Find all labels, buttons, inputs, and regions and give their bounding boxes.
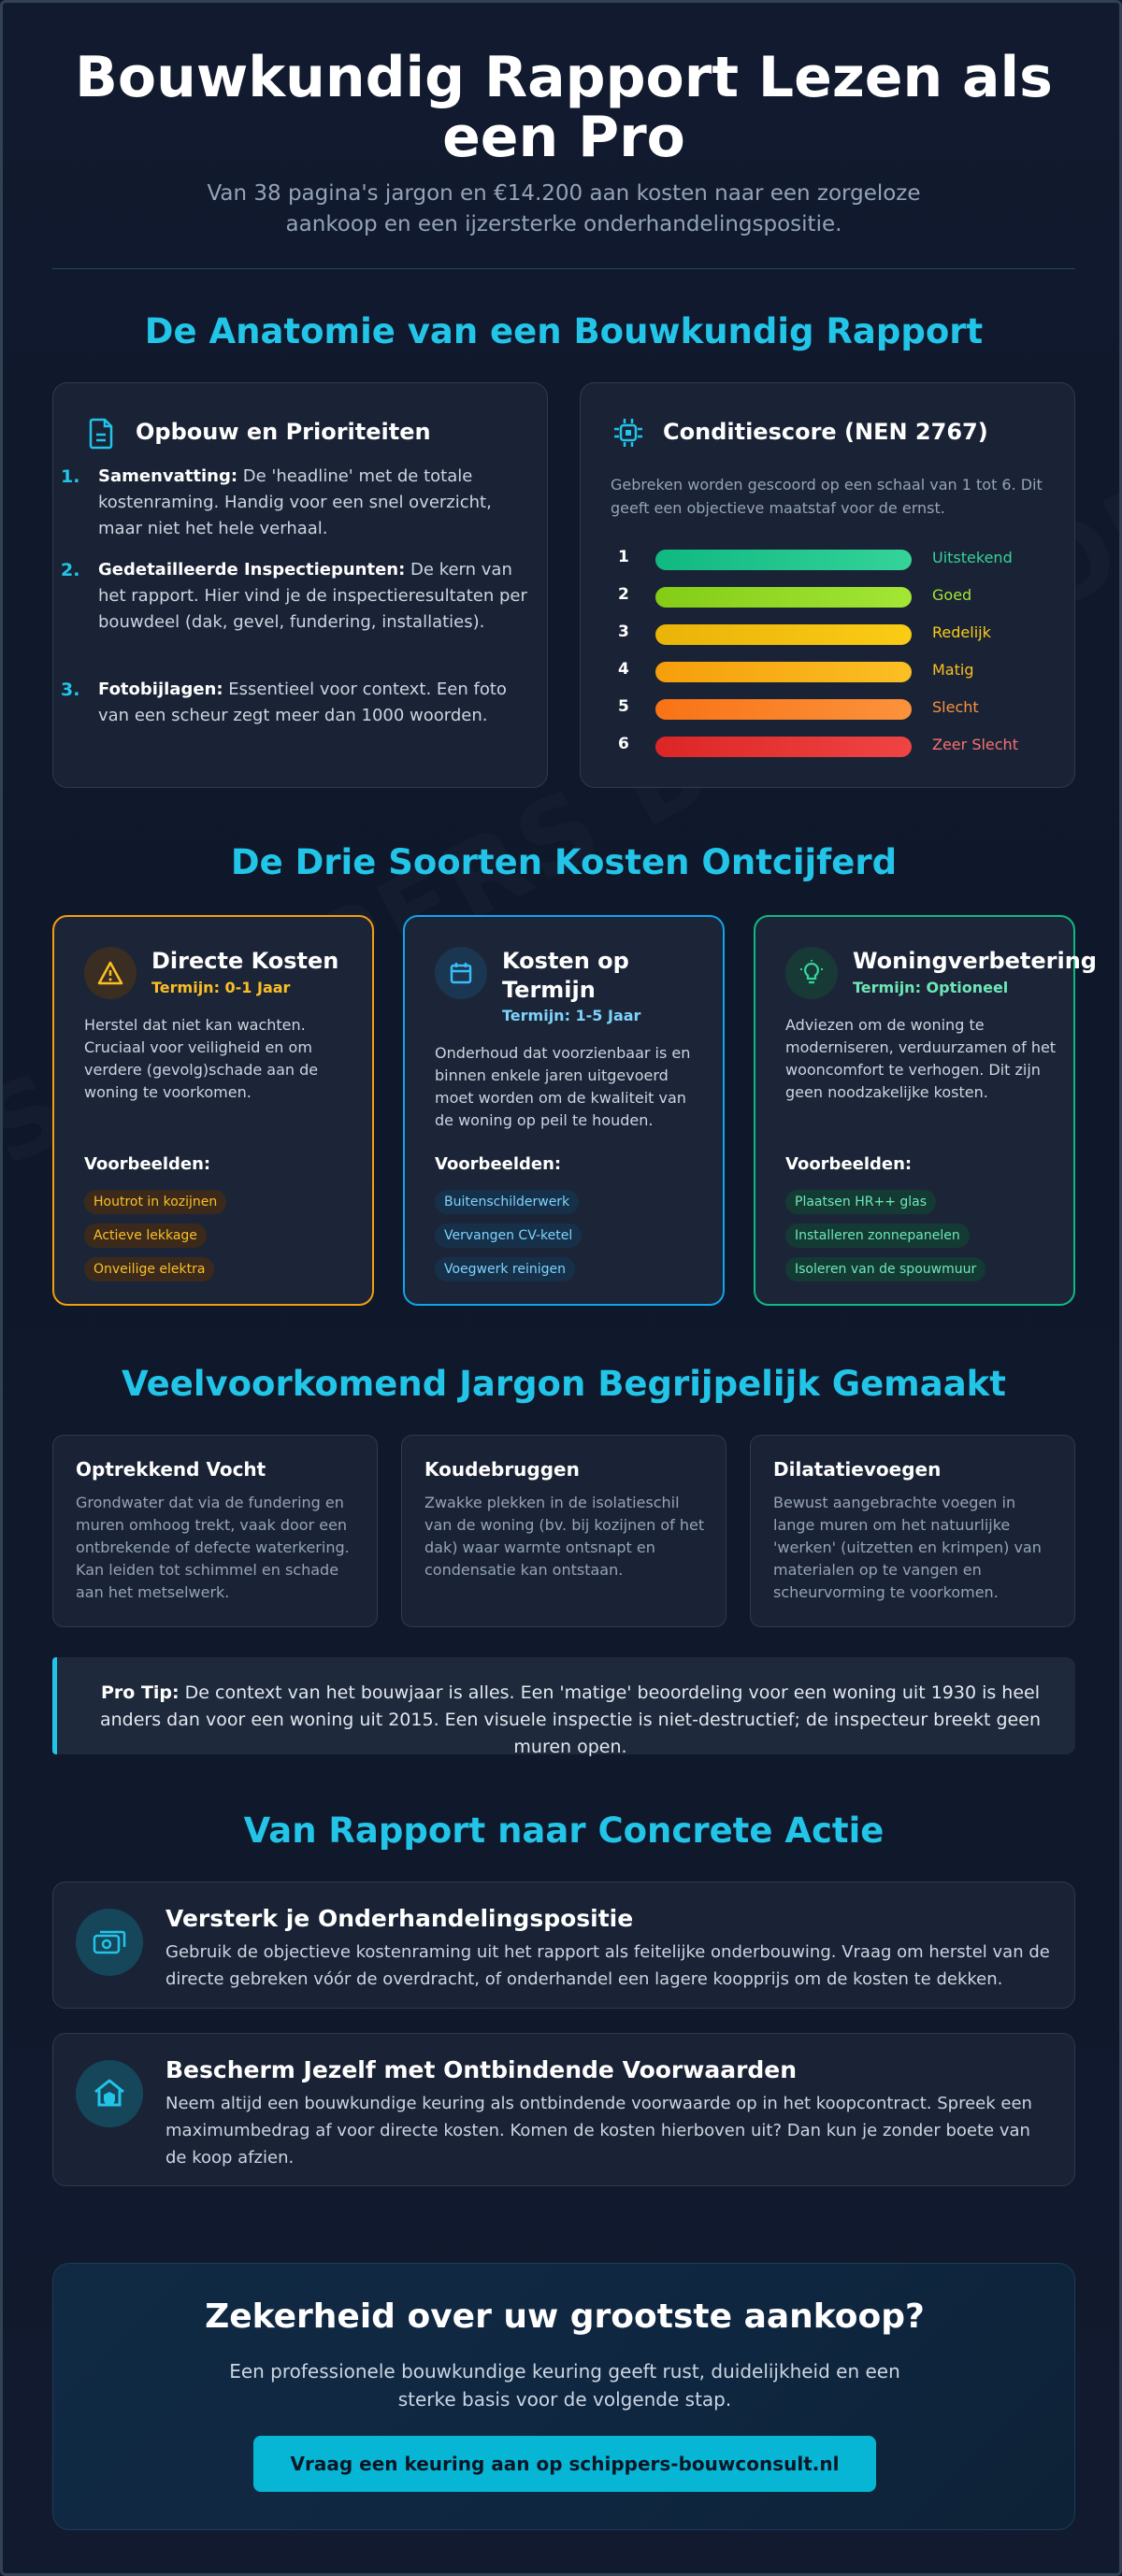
- score-row: [618, 697, 1048, 722]
- score-row: [618, 585, 1048, 609]
- action-card: [52, 2033, 1075, 2186]
- jargon-title: Koudebruggen: [424, 1458, 580, 1481]
- section-title-costs: De Drie Soorten Kosten Ontcijferd: [230, 842, 898, 882]
- action-text: Neem altijd een bouwkundige keuring als ontbindende voorwaarde op in het koopcontract. Spreek een maximumbedrag af voor directe kosten. Komen de kosten hierboven uit? Dan kun je zonder boete van de koop afzien.: [165, 2094, 1032, 2168]
- examples-label: Voorbeelden:: [84, 1154, 211, 1174]
- pro-tip-label: Pro Tip:: [100, 1682, 180, 1703]
- section-title-jargon: Veelvoorkomend Jargon Begrijpelijk Gemaakt: [122, 1364, 1006, 1404]
- example-tag: Voegwerk reinigen: [435, 1257, 575, 1281]
- jargon-card: [52, 1435, 378, 1627]
- score-row: [618, 548, 1048, 572]
- example-tag: Houtrot in kozijnen: [84, 1190, 226, 1214]
- score-number: 1: [618, 548, 629, 566]
- pro-tip-text: [89, 1680, 1052, 1761]
- cost-term: Termijn: Optioneel: [853, 979, 1009, 996]
- cost-description: Herstel dat niet kan wachten. Cruciaal voor veiligheid en om verdere (gevolg)schade aan de woning te voorkomen.: [84, 1016, 319, 1101]
- score-number: 4: [618, 660, 629, 679]
- pro-tip-body: De context van het bouwjaar is alles. Een 'matige' beoordeling voor een woning uit 1930 is heel anders dan voor een woning uit 2015. Een visuele inspectie is niet-destructief; de inspecteur breekt geen muren open.: [100, 1682, 1041, 1757]
- examples-label: Voorbeelden:: [785, 1154, 913, 1174]
- list-number: 3.: [61, 680, 80, 700]
- score-number: 2: [618, 585, 629, 604]
- cost-card: [754, 915, 1097, 1306]
- list-item: [61, 677, 528, 729]
- cta-title: Zekerheid over uw grootste aankoop?: [205, 2297, 925, 2336]
- example-tag: Installeren zonnepanelen: [785, 1224, 970, 1248]
- cost-title: Woningverbetering: [853, 948, 1097, 974]
- action-text: Gebruik de objectieve kostenraming uit het rapport als feitelijke onderbouwing. Vraag om herstel van de directe gebreken vóór de overdracht, of onderhandel een lagere koopprijs om de kosten te dekken.: [165, 1942, 1050, 1989]
- score-bar: [655, 737, 912, 757]
- list-text: De 'headline' met de totale kostenraming. Handig voor een snel overzicht, maar niet het hele verhaal.: [98, 466, 492, 538]
- jargon-text: Grondwater dat via de fundering en muren omhoog trekt, vaak door een ontbrekende of defecte waterkering. Kan leiden tot schimmel en schade aan het metselwerk.: [76, 1494, 350, 1601]
- score-bar: [655, 662, 912, 682]
- cta-panel: [52, 2263, 1075, 2530]
- list-number: 1.: [61, 466, 80, 487]
- action-title: Versterk je Onderhandelingspositie: [165, 1905, 634, 1932]
- score-row: [618, 735, 1048, 759]
- jargon-title: Optrekkend Vocht: [76, 1458, 266, 1481]
- list-number: 2.: [61, 560, 80, 580]
- list-text: Essentieel voor context. Een foto van een scheur zegt meer dan 1000 woorden.: [98, 680, 507, 725]
- lightbulb-icon: [785, 947, 838, 999]
- warning-icon: [84, 947, 137, 999]
- structure-title: Opbouw en Prioriteiten: [136, 419, 431, 445]
- structure-card: [52, 382, 548, 788]
- divider: [52, 268, 1075, 269]
- jargon-title: Dilatatievoegen: [773, 1458, 942, 1481]
- score-number: 3: [618, 623, 629, 641]
- list-item: [61, 557, 528, 636]
- cost-description: Adviezen om de woning te moderniseren, verduurzamen of het wooncomfort te verhogen. Dit zijn geen noodzakelijke kosten.: [785, 1016, 1057, 1101]
- list-label: Samenvatting:: [98, 466, 238, 486]
- cost-title: Directe Kosten: [151, 948, 339, 974]
- page-subtitle: Van 38 pagina's jargon en €14.200 aan kosten naar een zorgeloze aankoop en een ijzersterke onderhandelingspositie.: [207, 181, 921, 236]
- example-tag: Vervangen CV-ketel: [435, 1224, 582, 1248]
- house-shield-icon: [76, 2060, 143, 2127]
- score-bar: [655, 550, 912, 570]
- score-bar: [655, 624, 912, 645]
- example-tag: Buitenschilderwerk: [435, 1190, 579, 1214]
- example-tag: Plaatsen HR++ glas: [785, 1190, 936, 1214]
- calendar-icon: [435, 947, 487, 999]
- score-number: 6: [618, 735, 629, 753]
- action-title: Bescherm Jezelf met Ontbindende Voorwaarden: [165, 2056, 798, 2083]
- score-row: [618, 623, 1048, 647]
- list-item: [61, 464, 528, 542]
- examples-label: Voorbeelden:: [435, 1154, 562, 1174]
- cost-card: [52, 915, 374, 1306]
- section-title-anatomy: De Anatomie van een Bouwkundig Rapport: [144, 311, 984, 351]
- example-tag: Isoleren van de spouwmuur: [785, 1257, 985, 1281]
- cost-title: Kosten op Termijn: [502, 948, 629, 1003]
- cost-card: [403, 915, 725, 1306]
- jargon-card: [401, 1435, 726, 1627]
- list-text: De kern van het rapport. Hier vind je de inspectieresultaten per bouwdeel (dak, gevel, fundering, installaties).: [98, 560, 527, 632]
- page-title: Bouwkundig Rapport Lezen als een Pro: [75, 45, 1053, 170]
- example-tag: Onveilige elektra: [84, 1257, 214, 1281]
- jargon-card: [750, 1435, 1075, 1627]
- score-label: Uitstekend: [932, 549, 1013, 566]
- jargon-text: Bewust aangebrachte voegen in lange muren om het natuurlijke 'werken' (uitzetten en krimpen) van materialen op te vangen en scheurvorming te voorkomen.: [773, 1494, 1042, 1601]
- action-card: [52, 1882, 1075, 2009]
- score-label: Slecht: [932, 698, 979, 716]
- score-label: Matig: [932, 661, 974, 679]
- document-icon: [87, 417, 117, 454]
- score-description: Gebreken worden gescoord op een schaal van 1 tot 6. Dit geeft een objectieve maatstaf voor de ernst.: [611, 476, 1043, 517]
- cost-term: Termijn: 0-1 Jaar: [151, 979, 291, 996]
- list-label: Gedetailleerde Inspectiepunten:: [98, 560, 406, 580]
- score-label: Goed: [932, 586, 972, 604]
- score-row: [618, 660, 1048, 684]
- pro-tip: [52, 1657, 1075, 1757]
- request-inspection-button[interactable]: Vraag een keuring aan op schippers-bouwconsult.nl: [253, 2436, 876, 2492]
- cost-description: Onderhoud dat voorzienbaar is en binnen enkele jaren uitgevoerd moet worden om de kwaliteit van de woning op peil te houden.: [435, 1044, 691, 1129]
- section-title-actions: Van Rapport naar Concrete Actie: [243, 1810, 885, 1851]
- score-bar: [655, 587, 912, 608]
- cost-term: Termijn: 1-5 Jaar: [502, 1007, 641, 1024]
- score-card: [580, 382, 1075, 788]
- example-tag: Actieve lekkage: [84, 1224, 207, 1248]
- score-label: Redelijk: [932, 623, 991, 641]
- chip-icon: [612, 417, 644, 452]
- score-label: Zeer Slecht: [932, 736, 1018, 753]
- score-number: 5: [618, 697, 629, 716]
- score-bar: [655, 699, 912, 720]
- money-icon: [76, 1909, 143, 1976]
- jargon-text: Zwakke plekken in de isolatieschil van de woning (bv. bij kozijnen of het dak) waar warmte ontsnapt en condensatie kan ontstaan.: [424, 1494, 705, 1579]
- cta-subtitle: Een professionele bouwkundige keuring geeft rust, duidelijkheid en een sterke basis voor de volgende stap.: [229, 2360, 900, 2411]
- list-label: Fotobijlagen:: [98, 680, 223, 699]
- score-title: Conditiescore (NEN 2767): [663, 419, 988, 445]
